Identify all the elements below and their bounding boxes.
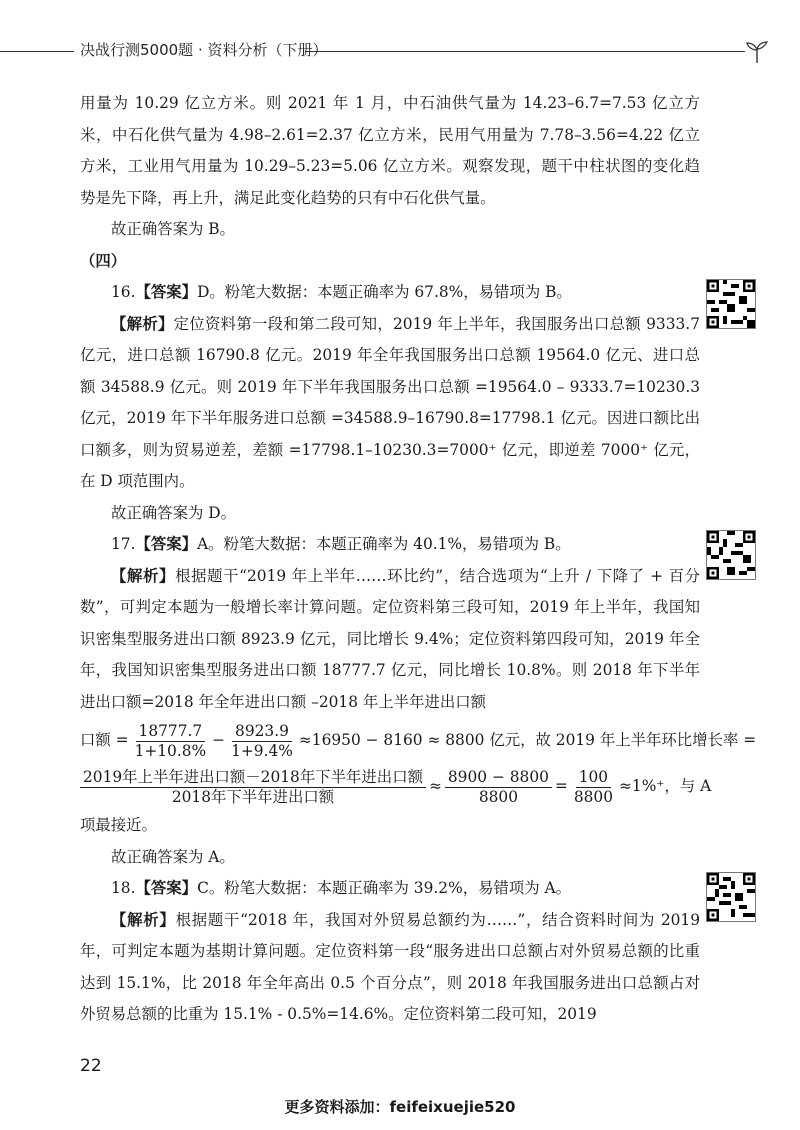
- qr-code-icon[interactable]: [706, 530, 756, 580]
- running-header: [0, 36, 800, 66]
- q16-number: 16.: [111, 283, 136, 301]
- eq2-rhs: ≈1%⁺，与 A: [619, 777, 712, 796]
- q16-explanation-text: 定位资料第一段和第二段可知，2019 年上半年，我国服务出口总额 9333.7 亿元，进口总额 16790.8 亿元。2019 年全年我国服务出口总额 19564.0 亿元、进口总额 34588.9 亿元。则 2019 年下半年我国服务出口总额 =19564.0 – 9333.7=10230.3 亿元，2019 年下半年服务进口总额 =34588.9–16790.8=17798.1 亿元。因进口额比出口额多，则为贸易逆差，差额 =17798.1–10230.3=7000⁺ 亿元，即逆差 7000⁺ 亿元，在 D 项范围内。: [80, 314, 700, 490]
- q18-number: 18.: [111, 879, 136, 897]
- numerator: 8923.9: [232, 722, 292, 742]
- fraction: [80, 768, 426, 807]
- section-heading: （四）: [80, 251, 127, 270]
- q18-explanation-text: 根据题干“2018 年，我国对外贸易总额约为……”，结合资料时间为 2019 年，可判定本题为基期计算问题。定位资料第一段“服务进出口总额占对外贸易总额的比重达到 15.1%，比 2018 年全年高出 0.5 个百分点”，则 2018 年我国服务进出口总额占对外贸易总额的比重为 15.1% - 0.5%=14.6%。定位资料第二段可知，2019: [80, 910, 700, 1023]
- q17-explanation-text: 根据题干“2019 年上半年……环比约”，结合选项为“上升 / 下降了 + 百分数”，可判定本题为一般增长率计算问题。定位资料第三段可知，2019 年上半年，我国知识密集型服务进出口额 8923.9 亿元，同比增长 9.4%；定位资料第四段可知，2019 年全年，我国知识密集型服务进出口额 18777.7 亿元，同比增长 10.8%。则 2018 年下半年进出口额=2018 年全年进出口额 –2018 年上半年进出口额: [80, 566, 700, 711]
- answer-tag: 【答案】: [135, 879, 198, 897]
- paragraph: 用量为 10.29 亿立方米。则 2021 年 1 月，中石油供气量为 14.23–6.7=7.53 亿立方米，中石化供气量为 4.98–2.61=2.37 亿立方米，民用气用量为 7.78–3.56=4.22 亿立方米，工业用气用量为 10.29–5.23=5.06 亿立方米。观察发现，题干中柱状图的变化趋势是先下降，再上升，满足此变化趋势的只有中石化供气量。: [80, 94, 700, 207]
- book-title: 决战行测5000题 · 资料分析（下册）: [80, 41, 328, 59]
- q17-answer-text: A。粉笔大数据：本题正确率为 40.1%，易错项为 B。: [197, 535, 571, 553]
- q17-conclusion: 故正确答案为 A。: [111, 847, 235, 866]
- q18-answer-text: C。粉笔大数据：本题正确率为 39.2%，易错项为 A。: [197, 879, 572, 897]
- q16-explanation: [80, 309, 700, 498]
- eq1-lhs: 口额 =: [80, 731, 129, 750]
- minus-sign: −: [212, 731, 226, 750]
- answer-tag: 【答案】: [135, 283, 198, 301]
- page-number: 22: [80, 1056, 102, 1076]
- q16-conclusion: 故正确答案为 D。: [111, 503, 236, 522]
- numerator: 18777.7: [136, 722, 206, 742]
- explanation-tag: 【解析】: [111, 910, 176, 929]
- sprout-icon: [744, 40, 770, 64]
- header-rule-left: [0, 51, 74, 52]
- answer-tag: 【答案】: [135, 535, 198, 553]
- denominator: 8800: [478, 787, 518, 806]
- explanation-tag: 【解析】: [111, 314, 174, 333]
- fraction: [132, 722, 210, 761]
- q17-answer: [80, 529, 700, 561]
- conclusion: 故正确答案为 B。: [111, 220, 235, 238]
- fraction: [445, 768, 552, 807]
- qr-code-icon[interactable]: [706, 279, 756, 329]
- q16-answer-text: D。粉笔大数据：本题正确率为 67.8%，易错项为 B。: [197, 283, 572, 301]
- denominator: 1+10.8%: [134, 741, 207, 760]
- equals-sign: =: [554, 777, 568, 796]
- q16-answer: [80, 277, 700, 309]
- header-rule-right: [305, 51, 745, 52]
- denominator: 8800: [573, 787, 613, 806]
- equation-2: [80, 764, 712, 810]
- q18-explanation: [80, 905, 700, 1031]
- q17-tail: 项最接近。: [80, 816, 157, 834]
- q17-number: 17.: [111, 535, 136, 553]
- footer-note: 更多资料添加：feifeixuejie520: [284, 1098, 516, 1116]
- q18-answer: [80, 873, 700, 905]
- numerator: 100: [576, 768, 611, 788]
- qr-code-icon[interactable]: [706, 872, 756, 922]
- fraction: [571, 768, 616, 807]
- denominator: 1+9.4%: [231, 741, 293, 760]
- page-body: [80, 88, 757, 1031]
- numerator: 8900 − 8800: [445, 768, 552, 788]
- eq1-rhs: ≈16950 − 8160 ≈ 8800 亿元，故 2019 年上半年环比增长率 =: [298, 731, 757, 750]
- equation-1: [80, 718, 757, 764]
- fraction: [228, 722, 296, 761]
- denominator: 2018年下半年进出口额: [171, 787, 335, 806]
- q17-explanation: [80, 561, 700, 719]
- numerator: 2019年上半年进出口额－2018年下半年进出口额: [80, 768, 426, 788]
- explanation-tag: 【解析】: [111, 566, 176, 585]
- approx-sign: ≈: [428, 777, 442, 796]
